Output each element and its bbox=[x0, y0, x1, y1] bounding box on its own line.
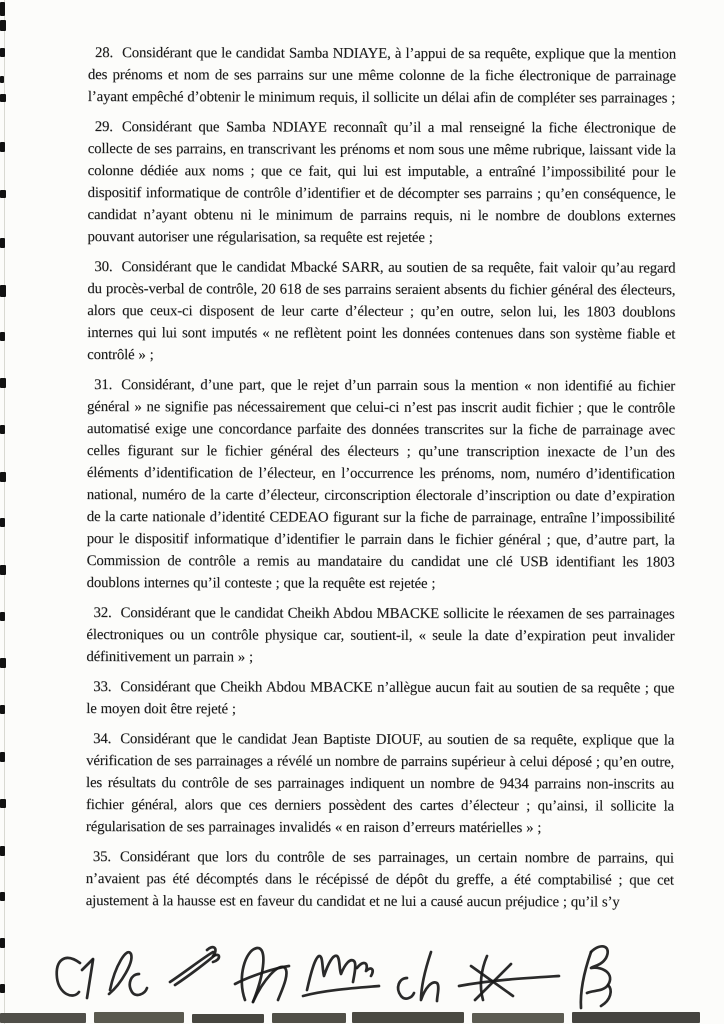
paragraph-text: Considérant que le candidat Samba NDIAYE, à l’appui de sa requête, explique que la mention des prénoms et nom de ses parrains sur une même colonne de la fiche électronique de parrainage l’ayant empêché d’obtenir le minimum requis, il sollicite un délai afin de compléter ses parrainages ; bbox=[87, 45, 676, 107]
scan-mark bbox=[0, 705, 5, 714]
scan-mark bbox=[0, 658, 6, 668]
scan-mark bbox=[0, 94, 6, 102]
paragraph-text: Considérant que le candidat Mbacké SARR, au soutien de sa requête, fait valoir qu’au regard du procès-verbal de contrôle, 20 618 de ses parrains seraient absents du fichier général des électeurs, alors que ceux-ci disposent de leur carte d’électeur ; qu’en outre, selon lui, les 1803 doublons internes qui lui sont imputés « ne reflètent point les données contenues dans son système fiable et contrôlé » ; bbox=[87, 259, 676, 364]
scan-mark bbox=[0, 752, 5, 762]
scan-mark bbox=[0, 142, 5, 152]
paragraph-text: Considérant que le candidat Cheikh Abdou MBACKE sollicite le réexamen de ses parrainages électroniques ou un contrôle physique car, soutient-il, « seule la date d’expiration peut invalider définitivement un parrain » ; bbox=[86, 605, 675, 666]
scan-mark bbox=[0, 938, 5, 948]
paragraph-number: 35. bbox=[92, 849, 111, 866]
scan-mark bbox=[0, 846, 5, 856]
paragraph-31 bbox=[87, 374, 676, 596]
paragraph-number: 28. bbox=[94, 45, 114, 62]
strip-segment bbox=[94, 1012, 184, 1023]
paragraph-text: Considérant que le candidat Jean Baptiste DIOUF, au soutien de sa requête, explique que la vérification de ses parrainages a révélé un nombre de parrains supérieur à celui déposé ; qu’en outre, les résultats du contrôle de ses parrainages indiquent un nombre de 9434 parrains non-inscrits au fichier général, alors que ces derniers possèdent des cartes d’électeur ; qu’ainsi, il sollicite la régularisation de ses parrainages invalidés « en raison d’erreurs matérielles » ; bbox=[85, 731, 675, 837]
paragraph-35 bbox=[86, 846, 674, 914]
paragraph-34 bbox=[86, 728, 674, 840]
scan-mark bbox=[0, 378, 6, 388]
scan-mark bbox=[0, 190, 6, 198]
strip-segment bbox=[472, 1013, 564, 1023]
paragraph-number: 34. bbox=[93, 731, 112, 748]
scan-mark bbox=[0, 48, 5, 57]
scan-mark bbox=[0, 238, 5, 248]
scan-mark bbox=[0, 472, 6, 482]
strip-segment bbox=[192, 1014, 264, 1023]
signature-mark-8 bbox=[581, 946, 611, 1008]
scan-mark bbox=[0, 285, 6, 297]
signatures-svg bbox=[35, 938, 680, 1018]
scan-mark bbox=[0, 799, 6, 808]
paragraph-text: Considérant que Samba NDIAYE reconnaît qu’il a mal renseigné la fiche électronique de collecte de ses parrains, en transcrivant les prénoms et nom sous une même rubrique, laissant vide la colonne dédiée aux noms ; que ce fait, qui lui est imputable, a entraîné l’impossibilité pour le dispositif informatique de contrôle d’identifier et de décompter ses parrains ; qu’en conséquence, le candidat n’ayant obtenu ni le minimum de parrains requis, ni le nombre de doublons externes pouvant autoriser une régularisation, sa requête est rejetée ; bbox=[87, 119, 676, 246]
paragraph-33 bbox=[86, 676, 674, 722]
paragraph-number: 30. bbox=[94, 259, 113, 276]
signature-mark-5 bbox=[303, 956, 379, 996]
paragraph-29 bbox=[87, 116, 675, 250]
scan-mark bbox=[0, 565, 6, 575]
document-body bbox=[86, 42, 676, 922]
scan-edge-line bbox=[4, 0, 5, 1024]
strip-segment bbox=[352, 1012, 464, 1023]
scan-mark bbox=[0, 2, 5, 16]
signature-mark-2 bbox=[109, 952, 147, 995]
paragraph-30 bbox=[87, 256, 675, 368]
paragraph-text: Considérant que Cheikh Abdou MBACKE n’allègue aucun fait au soutien de sa requête ; que le moyen doit être rejeté ; bbox=[86, 679, 675, 718]
scan-mark bbox=[0, 20, 6, 31]
signature-mark-7 bbox=[459, 956, 559, 1000]
paragraph-number: 29. bbox=[94, 119, 113, 136]
scan-mark bbox=[0, 332, 5, 341]
paragraph-number: 31. bbox=[94, 377, 113, 394]
paragraph-number: 32. bbox=[93, 605, 112, 622]
scan-bottom-strip bbox=[0, 1010, 724, 1024]
signature-mark-1 bbox=[57, 958, 93, 998]
scan-mark bbox=[0, 76, 4, 83]
signature-mark-4 bbox=[235, 948, 289, 1002]
paragraph-text: Considérant que lors du contrôle de ses parrainages, un certain nombre de parrains, qui n’avaient pas été décomptés dans le récépissé de dépôt du greffe, a été comptabilisé ; que cet ajustement à la hausse est en faveur du candidat et ne lui a causé aucun préjudice ; qu’il s’y bbox=[85, 849, 674, 911]
strip-segment bbox=[572, 1012, 700, 1023]
paragraph-number: 33. bbox=[93, 679, 112, 696]
strip-segment bbox=[272, 1013, 346, 1023]
scan-mark bbox=[0, 984, 5, 993]
scan-mark bbox=[0, 892, 5, 901]
signature-row bbox=[35, 938, 680, 1018]
paragraph-28 bbox=[88, 42, 676, 110]
signature-mark-3 bbox=[170, 947, 219, 985]
scan-mark bbox=[0, 612, 5, 621]
signature-mark-6 bbox=[398, 952, 438, 1001]
scan-mark bbox=[0, 425, 5, 434]
paragraph-32 bbox=[86, 602, 674, 670]
paragraph-text: Considérant, d’une part, que le rejet d’un parrain sous la mention « non identifié au fichier général » ne signifie pas nécessairement que celui-ci n’est pas inscrit audit fichier ; que le contrôle automatisé exige une concordance parfaite des données transcrites sur la fiche de parrainage avec celles figurant sur le fichier général des électeurs ; qu’une transcription inexacte de l’un des éléments d’identification de l’électeur, en l’occurrence les prénoms, nom, numéro d’identification national, numéro de la carte d’électeur, circonscription électorale d’inscription ou date d’expiration de la carte nationale d’identité CEDEAO figurant sur la fiche de parrainage, entraîne l’impossibilité pour le dispositif informatique d’identifier le parrain dans le fichier général ; que, d’autre part, la Commission de contrôle a remis au mandataire du candidat une clé USB identifiant les 1803 doublons internes qu’il conteste ; que la requête est rejetée ; bbox=[86, 377, 676, 592]
scan-mark bbox=[0, 518, 5, 527]
strip-segment bbox=[0, 1013, 86, 1023]
